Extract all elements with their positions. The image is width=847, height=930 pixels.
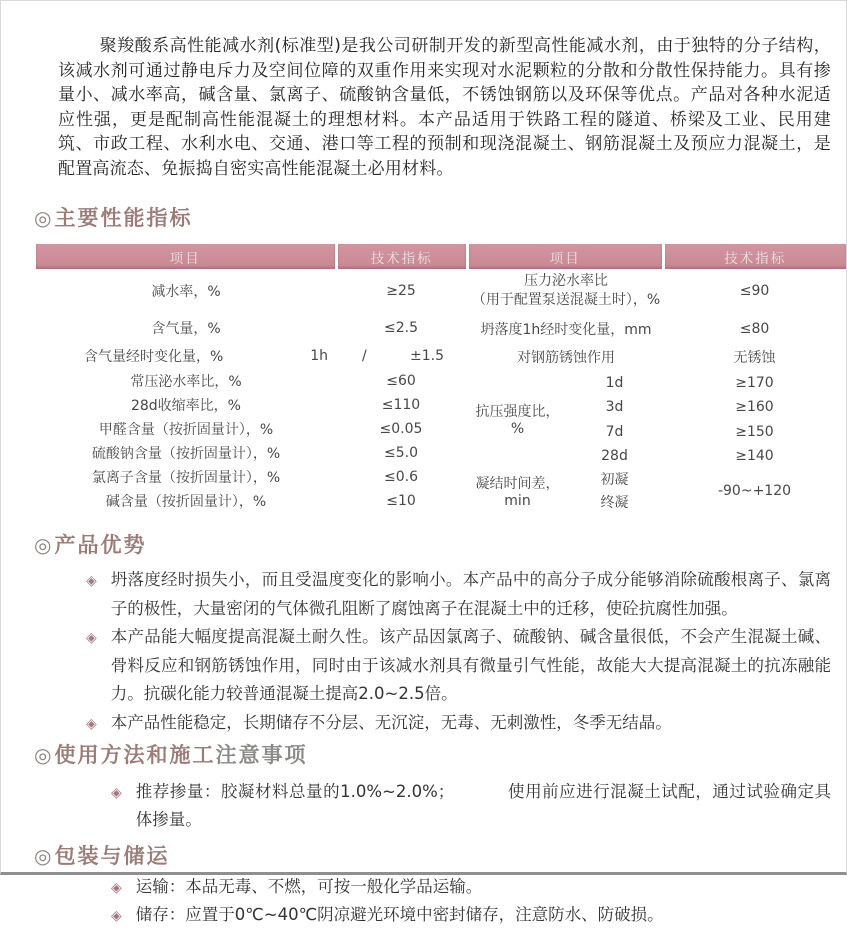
diamond-bullet-icon: ◈ [111, 908, 122, 924]
usage-list [1, 778, 846, 834]
table-row [36, 489, 466, 513]
column-header-item: 项目 [36, 244, 336, 269]
packaging-list [1, 873, 846, 929]
section-heading-packaging [34, 842, 846, 870]
bullet-text: 坍落度经时损失小，而且受温度变化的影响小。本产品中的高分子成分能够消除硫酸根离子、氯离子的极性，大量密闭的气体微孔阻断了腐蚀离子在混凝土中的迁移，使砼抗腐性加强。 [110, 570, 831, 618]
list-item [111, 873, 831, 901]
dosage-recommendation: 推荐掺量：胶凝材料总量的1.0%~2.0%； [135, 782, 455, 801]
row-value: ≤10 [386, 493, 416, 509]
row-label: 坍落度1h经时变化量，mm [480, 321, 652, 338]
row-value: ≥140 [735, 448, 774, 464]
diamond-bullet-icon: ◈ [86, 630, 97, 646]
bullet-text [136, 778, 831, 834]
row-value: ≤2.5 [384, 320, 418, 336]
row-sublabel: 7d [605, 423, 624, 440]
row-value: ≥25 [386, 283, 416, 299]
column-header-spec: 技术指标 [663, 244, 846, 269]
performance-table [36, 244, 846, 513]
row-label: 氯离子含量（按折固量计），% [91, 470, 281, 486]
section-marker-icon: ◎ [34, 533, 52, 557]
performance-table-left [36, 244, 466, 513]
table-row [36, 441, 466, 465]
row-label: 碱含量（按折固量计），% [105, 494, 267, 510]
bullet-text: 本产品性能稳定，长期储存不分层、无沉淀，无毒、无刺激性，冬季无结晶。 [110, 712, 672, 732]
bullet-text: 运输：本品无毒、不燃，可按一般化学品运输。 [135, 877, 483, 896]
table-row [36, 313, 466, 343]
list-item [111, 901, 831, 929]
section-marker-icon: ◎ [34, 206, 52, 230]
row-value: ≤0.05 [379, 421, 423, 437]
table-row [36, 269, 466, 313]
row-value: ≥170 [735, 374, 774, 391]
row-value: -90~+120 [717, 482, 792, 499]
row-time: 1h [310, 348, 328, 364]
table-row [469, 468, 846, 490]
intro-paragraph: 聚羧酸系高性能减水剂(标准型)是我公司研制开发的新型高性能减水剂，由于独特的分子结构，该减水剂可通过静电斥力及空间位障的双重作用来实现对水泥颗粒的分散和分散性保持能力。具有掺量小、减水率高，碱含量、氯离子、硫酸钠含量低，不锈蚀钢筋以及环保等优点。产品对各种水泥适应性强，更是配制高性能混凝土的理想材料。本产品适用于铁路工程的隧道、桥梁及工业、民用建筑、市政工程、水利水电、交通、港口等工程的预制和现浇混凝土、钢筋混凝土及预应力混凝土，是配置高流态、免振捣自密实高性能混凝土必用材料。 [58, 36, 831, 179]
performance-table-right [469, 244, 846, 513]
diamond-bullet-icon: ◈ [111, 785, 122, 801]
table-row [36, 393, 466, 417]
row-label: 28d收缩率比，% [130, 398, 241, 414]
table-row [469, 344, 846, 370]
section-marker-icon: ◎ [34, 743, 52, 767]
row-value-text: ±1.5 [410, 348, 444, 364]
row-value: ≤90 [739, 283, 770, 300]
table-row [469, 269, 846, 314]
table-row [36, 343, 466, 369]
row-label [469, 269, 663, 314]
row-label: 甲醛含量（按折固量计），% [98, 422, 274, 438]
row-value: 无锈蚀 [733, 350, 776, 367]
row-sublabel: 终凝 [600, 494, 629, 511]
advantages-list [1, 566, 846, 737]
row-label: 常压泌水率比，% [130, 374, 242, 390]
bullet-text: 本产品能大幅度提高混凝土耐久性。该产品因氯离子、硫酸钠、碱含量很低，不会产生混凝土碱、骨料反应和钢筋锈蚀作用，同时由于该减水剂具有微量引气性能，故能大大提高混凝土的抗冻融能力。抗碳化能力较普通混凝土提高2.0~2.5倍。 [110, 627, 831, 703]
row-value: ≤80 [739, 320, 770, 337]
table-row [469, 314, 846, 345]
row-label: 硫酸钠含量（按折固量计），% [91, 446, 281, 462]
list-item [86, 566, 831, 623]
column-header-item: 项目 [469, 244, 663, 269]
section-title: 主要性能指标 [54, 206, 193, 230]
row-value [336, 343, 466, 369]
section-heading-advantages [34, 531, 846, 559]
row-value: ≥150 [735, 423, 774, 440]
list-item [86, 623, 831, 709]
section-heading-performance [34, 204, 846, 232]
row-label: 含气量，% [151, 321, 221, 337]
row-sublabel: 1d [605, 374, 624, 391]
row-label-text: 含气量经时变化量，% [84, 349, 224, 365]
bullet-text: 储存：应置于0℃~40℃阴凉避光环境中密封储存，注意防水、防破损。 [135, 905, 664, 924]
row-value: ≥160 [735, 399, 774, 416]
diamond-bullet-icon: ◈ [86, 715, 97, 732]
table-row [36, 417, 466, 441]
section-title: 产品优势 [54, 533, 147, 557]
section-marker-icon: ◎ [34, 844, 52, 868]
row-sublabel: 28d [601, 448, 628, 464]
row-group-label: 凝结时间差，min [475, 475, 560, 509]
column-header-spec: 技术指标 [336, 244, 466, 269]
row-label: 对钢筋锈蚀作用 [517, 350, 615, 367]
table-row [36, 465, 466, 489]
diamond-bullet-icon: ◈ [111, 880, 122, 896]
row-sublabel: 初凝 [600, 472, 629, 489]
list-item [111, 778, 831, 834]
section-title: 包装与储运 [54, 844, 170, 868]
trial-mix-note: 使用前应进行混凝土试配，通过试验确定具体掺量。 [135, 782, 832, 829]
row-sublabel: 3d [605, 399, 624, 416]
row-label: 减水率，% [151, 284, 221, 300]
row-value: ≤0.6 [384, 469, 418, 485]
row-value: ≤110 [381, 397, 421, 413]
row-slash: / [362, 348, 367, 364]
row-label-line2: （用于配置泵送混凝土时），% [471, 292, 661, 309]
list-item [86, 709, 831, 738]
table-header-row [469, 244, 846, 269]
row-group-label: 抗压强度比，% [475, 404, 560, 438]
row-value: ≤5.0 [384, 445, 418, 461]
row-label-line1: 压力泌水率比 [524, 273, 608, 290]
diamond-bullet-icon: ◈ [86, 573, 97, 589]
row-label [36, 343, 336, 369]
table-row [469, 371, 846, 395]
section-title-tail: 注意事项 [215, 743, 308, 767]
table-row [36, 369, 466, 393]
section-title-main: 使用方法和施工 [54, 743, 216, 767]
table-header-row [36, 244, 466, 269]
row-value: ≤60 [386, 373, 416, 389]
section-heading-usage [34, 741, 846, 769]
